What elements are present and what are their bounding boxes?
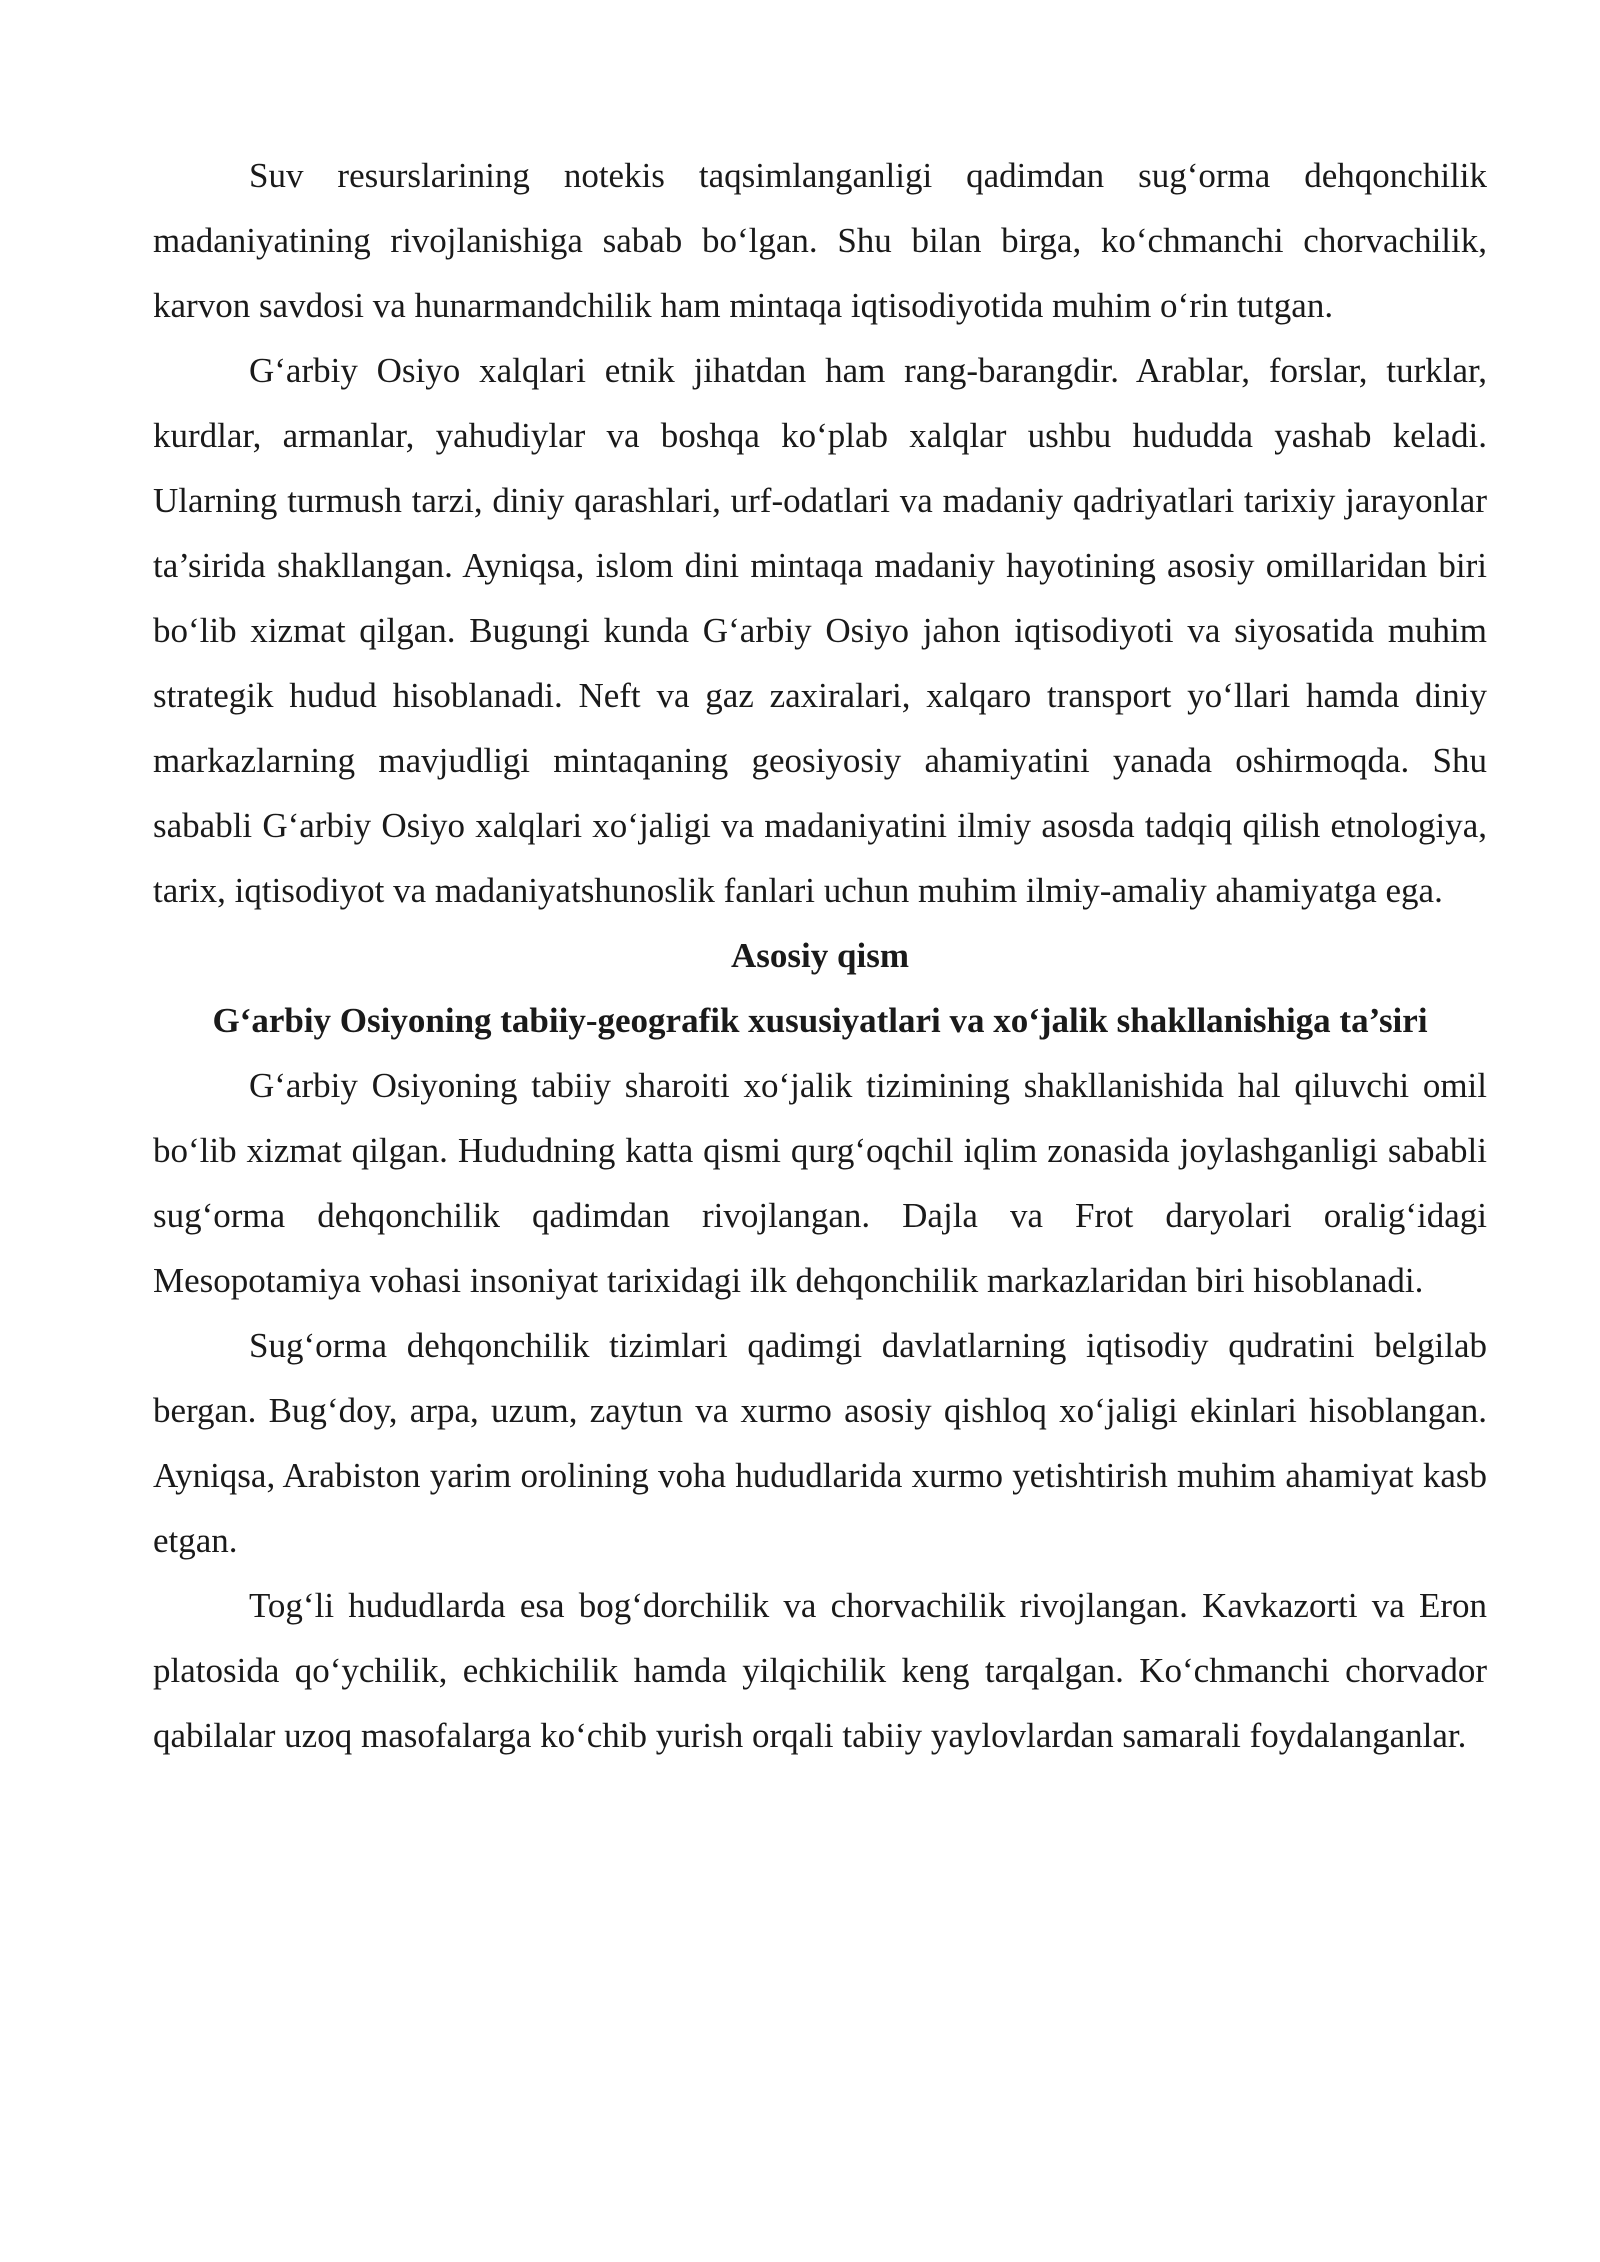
paragraph-ethnic-diversity: G‘arbiy Osiyo xalqlari etnik jihatdan ham rang-barangdir. Arablar, forslar, turklar, kurdlar, armanlar, yahudiylar va boshqa ko‘plab xalqlar ushbu hududda yashab keladi. Ularning turmush tarzi, diniy qarashlari, urf-odatlari va madaniy qadriyatlari tarixiy jarayonlar ta’sirida shakllangan. Ayniqsa, islom dini mintaqa madaniy hayotining asosiy omillaridan biri bo‘lib xizmat qilgan. Bugungi kunda G‘arbiy Osiyo jahon iqtisodiyoti va siyosatida muhim strategik hudud hisoblanadi. Neft va gaz zaxiralari, xalqaro transport yo‘llari hamda diniy markazlarning mavjudligi mintaqaning geosiyosiy ahamiyatini yanada oshirmoqda. Shu sababli G‘arbiy Osiyo xalqlari xo‘jaligi va madaniyatini ilmiy asosda tadqiq qilish etnologiya, tarix, iqtisodiyot va madaniyatshunoslik fanlari uchun muhim ilmiy-amaliy ahamiyatga ega. <box>153 351 1487 910</box>
document-page <box>153 143 1487 1768</box>
paragraph-water-resources: Suv resurslarining notekis taqsimlanganligi qadimdan sug‘orma dehqonchilik madaniyatining rivojlanishiga sabab bo‘lgan. Shu bilan birga, ko‘chmanchi chorvachilik, karvon savdosi va hunarmandchilik ham mintaqa iqtisodiyotida muhim o‘rin tutgan. <box>153 156 1487 325</box>
section-title: Asosiy qism <box>731 936 909 975</box>
paragraph-irrigation-farming: Sug‘orma dehqonchilik tizimlari qadimgi davlatlarning iqtisodiy qudratini belgilab bergan. Bug‘doy, arpa, uzum, zaytun va xurmo asosiy qishloq xo‘jaligi ekinlari hisoblangan. Ayniqsa, Arabiston yarim orolining voha hududlarida xurmo yetishtirish muhim ahamiyat kasb etgan. <box>153 1326 1487 1560</box>
paragraph-mountain-regions: Tog‘li hududlarda esa bog‘dorchilik va chorvachilik rivojlangan. Kavkazorti va Eron platosida qo‘ychilik, echkichilik hamda yilqichilik keng tarqalgan. Ko‘chmanchi chorvador qabilalar uzoq masofalarga ko‘chib yurish orqali tabiiy yaylovlardan samarali foydalanganlar. <box>153 1586 1487 1755</box>
paragraph-natural-conditions: G‘arbiy Osiyoning tabiiy sharoiti xo‘jalik tizimining shakllanishida hal qiluvchi omil bo‘lib xizmat qilgan. Hududning katta qismi qurg‘oqchil iqlim zonasida joylashganligi sababli sug‘orma dehqonchilik qadimdan rivojlangan. Dajla va Frot daryolari oralig‘idagi Mesopotamiya vohasi insoniyat tarixidagi ilk dehqonchilik markazlaridan biri hisoblanadi. <box>153 1066 1487 1300</box>
subsection-title: G‘arbiy Osiyoning tabiiy-geografik xususiyatlari va xo‘jalik shakllanishiga ta’siri <box>212 1001 1428 1040</box>
